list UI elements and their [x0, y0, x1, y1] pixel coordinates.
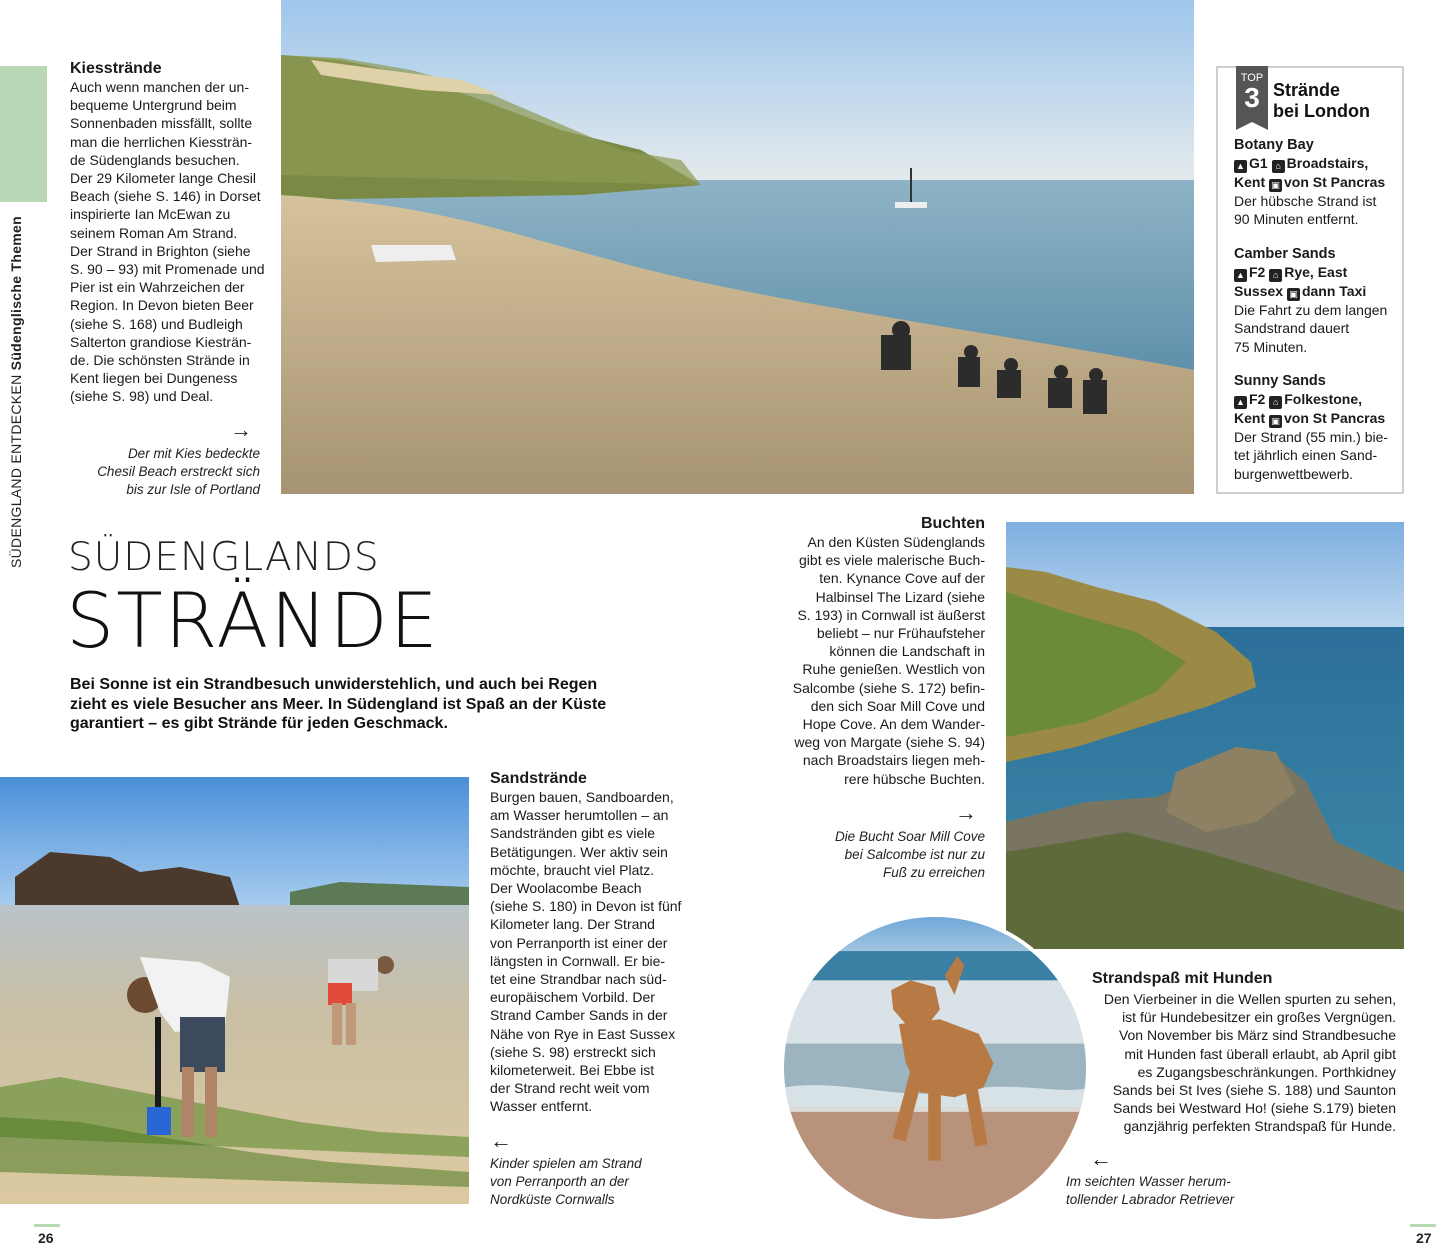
section-label: SÜDENGLAND ENTDECKEN [8, 374, 24, 568]
entry-desc: Der hübsche Strand ist [1234, 193, 1377, 210]
text-line: europäischem Vorbild. Der [490, 989, 655, 1006]
text-line: Halbinsel The Lizard (siehe [815, 588, 985, 605]
text-line: der Strand recht weit vom [490, 1080, 650, 1097]
caption-line: tollender Labrador Retriever [1066, 1192, 1235, 1208]
title-line: bei London [1273, 101, 1370, 121]
text-line: Wasser entfernt. [490, 1098, 593, 1115]
soar-mill-caption [790, 828, 985, 883]
entry-desc: Der Strand (55 min.) bie- [1234, 429, 1389, 446]
text-line: Burgen bauen, Sandboarden, [490, 789, 674, 805]
headline-small: SÜDENGLANDS [68, 535, 380, 580]
kiesstraende-block [70, 60, 270, 406]
labrador-photo [780, 913, 1090, 1223]
soar-mill-cove-photo [1006, 522, 1404, 949]
entry-desc: 90 Minuten entfernt. [1234, 211, 1359, 228]
text-line: beliebt – nur Frühaufsteher [816, 625, 985, 642]
caption-line: von Perranporth an der [490, 1174, 629, 1190]
location-text: Rye, East [1284, 264, 1348, 281]
text-line: Kent liegen bei Dungeness [70, 370, 238, 387]
perranporth-photo [0, 777, 469, 1204]
kiesstraende-title: Kiesstrände [70, 60, 162, 77]
text-line: Kilometer lang. Der Strand [490, 916, 655, 933]
top3-entry [1234, 372, 1402, 483]
text-line: mit Hunden fast überall erlaubt, ab April gibt [1124, 1045, 1396, 1062]
text-line: ten. Kynance Cove auf der [819, 570, 985, 587]
hunde-title-wrap [1092, 970, 1402, 988]
entry-name: Botany Bay [1234, 137, 1314, 153]
text-line: Der Woolacombe Beach [490, 880, 642, 897]
text-line: den sich Soar Mill Cove und [810, 697, 985, 714]
intro-paragraph [70, 675, 670, 734]
text-line: inspirierte Ian McEwan zu [70, 206, 231, 223]
text-line: es Zugangsbeschränkungen. Porthkidney [1137, 1063, 1396, 1080]
buchten-block [770, 515, 985, 788]
location-icon: ⌂ [1272, 160, 1285, 173]
train-icon: ▣ [1269, 179, 1282, 192]
map-grid-icon: ▲ [1234, 396, 1247, 409]
location-text: Folkestone, [1284, 391, 1363, 408]
train-icon: ▣ [1269, 415, 1282, 428]
labrador-caption [1066, 1173, 1266, 1209]
caption-line: Die Bucht Soar Mill Cove [834, 829, 985, 844]
top3-title [1273, 80, 1370, 122]
sandstraende-block [490, 770, 690, 1116]
entry-desc: burgenwettbewerb. [1234, 465, 1354, 482]
text-line: von Perranporth ist einer der [490, 934, 668, 951]
map-grid-icon: ▲ [1234, 160, 1247, 173]
entry-meta [1234, 154, 1402, 173]
arrow-left-icon: ← [1090, 1146, 1112, 1171]
perranporth-caption [490, 1155, 680, 1210]
buchten-title: Buchten [921, 515, 985, 532]
text-line: (siehe S. 98) erstreckt sich [490, 1043, 656, 1060]
text-line: tet eine Strandbar nach süd- [490, 971, 667, 988]
arrow-right-icon: → [955, 800, 977, 825]
text-line: Region. In Devon bieten Beer [70, 297, 254, 314]
grid-ref: G1 [1249, 155, 1268, 172]
text-line: gibt es viele malerische Buch- [799, 552, 985, 569]
top3-entry [1234, 245, 1402, 356]
text-line: Pier ist ein Wahrzeichen der [70, 279, 245, 296]
topic-label: Südenglische Themen [8, 216, 24, 371]
caption-line: Chesil Beach erstreckt sich [97, 464, 260, 480]
text-line: Salterton grandiose Kiesträn- [70, 333, 252, 350]
sandstraende-title: Sandstrände [490, 770, 587, 787]
kiesstraende-body [70, 78, 270, 406]
text-line: Der Strand in Brighton (siehe [70, 242, 251, 259]
caption-line: Fuß zu erreichen [882, 865, 985, 881]
text-line: Beach (siehe S. 146) in Dorset [70, 188, 261, 205]
text-line: längsten in Cornwall. Er bie- [490, 952, 666, 969]
map-grid-icon: ▲ [1234, 269, 1247, 282]
caption-line: Im seichten Wasser herum- [1066, 1174, 1231, 1189]
text-line: Sands bei St Ives (siehe S. 188) und Saunton [1112, 1082, 1396, 1099]
grid-ref: F2 [1249, 391, 1266, 408]
hunde-body [1060, 990, 1396, 1136]
intro-line: zieht es viele Besucher ans Meer. In Südengland ist Spaß an der Küste [70, 695, 607, 713]
sandstraende-body [490, 788, 690, 1116]
badge-top-text: TOP [1240, 72, 1264, 84]
arrow-right-icon: → [230, 417, 252, 442]
location-icon: ⌂ [1269, 269, 1282, 282]
text-line: weg von Margate (siehe S. 94) [794, 734, 985, 751]
text-line: kilometerweit. Bei Ebbe ist [490, 1062, 655, 1079]
text-line: Sands bei Westward Ho! (siehe S.179) bieten [1112, 1100, 1396, 1117]
entry-meta [1234, 390, 1402, 409]
text-line: (siehe S. 168) und Budleigh [70, 315, 243, 332]
chesil-caption [70, 445, 260, 500]
page-number-right: 27 [1416, 1230, 1432, 1245]
page-bar-right [1410, 1224, 1436, 1227]
intro-line: Bei Sonne ist ein Strandbesuch unwiderstehlich, und auch bei Regen [70, 676, 598, 693]
text-line: Strand Camber Sands in der [490, 1007, 668, 1024]
top3-box [1216, 66, 1404, 494]
caption-line: Kinder spielen am Strand [490, 1156, 642, 1171]
text-line: rere hübsche Buchten. [844, 770, 985, 787]
text-line: Ruhe genießen. Westlich von [802, 661, 985, 678]
text-line: bequeme Untergrund beim [70, 97, 237, 114]
text-line: ist für Hundebesitzer ein großes Vergnügen. [1122, 1009, 1396, 1026]
location-text: Broadstairs, [1286, 155, 1369, 172]
transport-text: von St Pancras [1284, 174, 1386, 191]
badge-number: 3 [1244, 82, 1260, 113]
text-line: Nähe von Rye in East Sussex [490, 1025, 676, 1042]
entry-desc: tet jährlich einen Sand- [1234, 447, 1378, 464]
entry-meta [1234, 282, 1402, 301]
chesil-beach-photo [281, 0, 1194, 494]
text-line: de. Die schönsten Strände in [70, 352, 250, 369]
entry-meta [1234, 173, 1402, 192]
transport-text: von St Pancras [1284, 410, 1386, 427]
text-line: Der 29 Kilometer lange Chesil [70, 170, 256, 187]
grid-ref: F2 [1249, 264, 1266, 281]
text-line: man die herrlichen Kiessträn- [70, 133, 253, 150]
text-line: S. 193) in Cornwall ist äußerst [797, 606, 985, 623]
top3-badge [1236, 66, 1268, 122]
text-line: Sandstränden gibt es viele [490, 825, 655, 842]
intro-line: garantiert – es gibt Strände für jeden Geschmack. [70, 715, 448, 732]
text-line: Von November bis März sind Strandbesuche [1118, 1027, 1396, 1044]
text-line: Sonnenbaden missfällt, sollte [70, 115, 253, 132]
location-text: Kent [1234, 410, 1266, 427]
buchten-body [770, 533, 985, 788]
top3-entry [1234, 136, 1402, 229]
text-line: seinem Roman Am Strand. [70, 224, 238, 241]
text-line: nach Broadstairs liegen meh- [802, 752, 985, 769]
running-section-label [8, 208, 32, 568]
text-line: An den Küsten Südenglands [807, 534, 985, 550]
transport-text: dann Taxi [1301, 283, 1367, 300]
arrow-left-icon: ← [490, 1128, 512, 1153]
location-text: Kent [1234, 174, 1266, 191]
train-icon: ▣ [1287, 288, 1300, 301]
text-line: ganzjährig perfekten Strandspaß für Hunde. [1123, 1118, 1396, 1135]
caption-line: bei Salcombe ist nur zu [844, 847, 985, 863]
page-number-left: 26 [38, 1230, 54, 1245]
entry-desc: 75 Minuten. [1234, 338, 1308, 355]
caption-line: Nordküste Cornwalls [490, 1192, 615, 1208]
title-line: Strände [1273, 80, 1341, 100]
headline-big: STRÄNDE [66, 576, 440, 665]
side-color-tab [0, 66, 47, 202]
text-line: Betätigungen. Wer aktiv sein [490, 843, 668, 860]
entry-desc: Sandstrand dauert [1234, 320, 1350, 337]
text-line: am Wasser herumtollen – an [490, 807, 669, 824]
text-line: Hope Cove. An dem Wander- [802, 716, 985, 733]
hunde-title: Strandspaß mit Hunden [1092, 970, 1273, 987]
page-bar-left [34, 1224, 60, 1227]
entry-desc: Die Fahrt zu dem langen [1234, 302, 1388, 319]
text-line: S. 90 – 93) mit Promenade und [70, 261, 265, 278]
entry-name: Sunny Sands [1234, 373, 1326, 389]
text-line: (siehe S. 98) und Deal. [70, 388, 214, 405]
location-text: Sussex [1234, 283, 1284, 300]
entry-meta [1234, 409, 1402, 428]
text-line: möchte, braucht viel Platz. [490, 861, 655, 878]
entry-meta [1234, 263, 1402, 282]
text-line: de Südenglands besuchen. [70, 151, 240, 168]
caption-line: bis zur Isle of Portland [126, 482, 260, 498]
text-line: Auch wenn manchen der un- [70, 79, 249, 95]
caption-line: Der mit Kies bedeckte [127, 446, 260, 461]
location-icon: ⌂ [1269, 396, 1282, 409]
text-line: Salcombe (siehe S. 172) befin- [792, 679, 985, 696]
entry-name: Camber Sands [1234, 246, 1336, 262]
text-line: Den Vierbeiner in die Wellen spurten zu sehen, [1103, 991, 1396, 1007]
text-line: können die Landschaft in [829, 643, 985, 660]
text-line: (siehe S. 180) in Devon ist fünf [490, 898, 682, 915]
